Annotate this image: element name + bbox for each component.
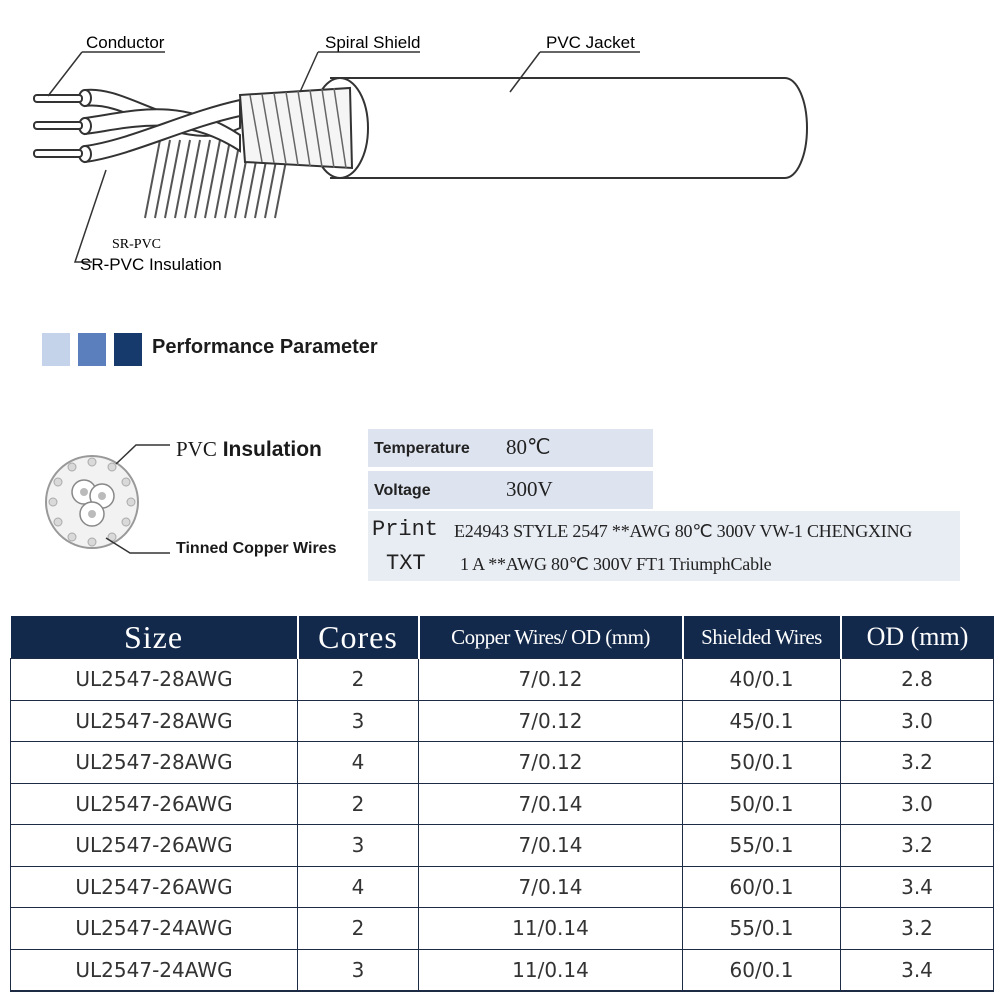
cell-od: 3.2 bbox=[841, 742, 994, 784]
cell-size: UL2547-26AWG bbox=[11, 825, 298, 867]
cell-copper-wires: 7/0.12 bbox=[419, 659, 683, 701]
cell-size: UL2547-28AWG bbox=[11, 700, 298, 742]
cell-shielded-wires: 55/0.1 bbox=[683, 825, 841, 867]
label-sr-pvc-insulation: SR-PVC Insulation bbox=[80, 255, 222, 274]
label-spiral-shield: Spiral Shield bbox=[325, 33, 421, 52]
cell-copper-wires: 11/0.14 bbox=[419, 949, 683, 991]
spiral-shield bbox=[240, 88, 352, 168]
param-row-voltage bbox=[368, 471, 653, 509]
cell-od: 3.0 bbox=[841, 700, 994, 742]
column-header-od: OD (mm) bbox=[841, 616, 994, 659]
cell-copper-wires: 7/0.14 bbox=[419, 866, 683, 908]
print-marking-box bbox=[368, 511, 960, 581]
cell-cores: 3 bbox=[298, 825, 419, 867]
header-swatch-mid bbox=[78, 333, 106, 366]
column-header-size: Size bbox=[11, 616, 298, 659]
cell-copper-wires: 7/0.14 bbox=[419, 825, 683, 867]
cell-shielded-wires: 40/0.1 bbox=[683, 659, 841, 701]
cell-size: UL2547-24AWG bbox=[11, 949, 298, 991]
table-row bbox=[11, 742, 994, 784]
cell-cores: 4 bbox=[298, 866, 419, 908]
section-title: Performance Parameter bbox=[152, 336, 378, 358]
param-row-temperature bbox=[368, 429, 653, 467]
table-row bbox=[11, 949, 994, 991]
label-sr-pvc-small: SR-PVC bbox=[112, 237, 162, 252]
cell-cores: 2 bbox=[298, 659, 419, 701]
table-row bbox=[11, 783, 994, 825]
cell-shielded-wires: 60/0.1 bbox=[683, 949, 841, 991]
table-row bbox=[11, 659, 994, 701]
column-header-cores: Cores bbox=[298, 616, 419, 659]
cell-copper-wires: 7/0.12 bbox=[419, 700, 683, 742]
cell-copper-wires: 11/0.14 bbox=[419, 908, 683, 950]
label-insulation-word: Insulation bbox=[222, 438, 322, 461]
column-header-copper-wires: Copper Wires/ OD (mm) bbox=[419, 616, 683, 659]
header-swatch-light bbox=[42, 333, 70, 366]
cell-size: UL2547-26AWG bbox=[11, 866, 298, 908]
txt-key: TXT bbox=[386, 551, 426, 576]
print-key: Print bbox=[372, 517, 439, 542]
cell-od: 3.0 bbox=[841, 783, 994, 825]
cell-shielded-wires: 50/0.1 bbox=[683, 783, 841, 825]
table-row bbox=[11, 866, 994, 908]
cell-cores: 2 bbox=[298, 908, 419, 950]
conductors bbox=[34, 95, 82, 157]
cell-cores: 3 bbox=[298, 700, 419, 742]
param-label-voltage: Voltage bbox=[374, 482, 431, 499]
label-pvc-word: PVC bbox=[176, 437, 217, 461]
insulated-cores bbox=[79, 90, 240, 162]
cell-cores: 2 bbox=[298, 783, 419, 825]
cell-size: UL2547-28AWG bbox=[11, 659, 298, 701]
cell-size: UL2547-24AWG bbox=[11, 908, 298, 950]
param-value-temperature: 80℃ bbox=[506, 435, 551, 459]
spec-table bbox=[10, 616, 994, 992]
cell-shielded-wires: 50/0.1 bbox=[683, 742, 841, 784]
cell-shielded-wires: 55/0.1 bbox=[683, 908, 841, 950]
table-header-row bbox=[11, 616, 994, 659]
label-pvc-jacket: PVC Jacket bbox=[546, 33, 635, 52]
cell-od: 3.4 bbox=[841, 866, 994, 908]
cell-shielded-wires: 45/0.1 bbox=[683, 700, 841, 742]
cell-copper-wires: 7/0.14 bbox=[419, 783, 683, 825]
header-swatch-dark bbox=[114, 333, 142, 366]
table-row bbox=[11, 825, 994, 867]
cell-size: UL2547-28AWG bbox=[11, 742, 298, 784]
cell-od: 3.2 bbox=[841, 908, 994, 950]
param-label-temperature: Temperature bbox=[374, 440, 470, 457]
param-value-voltage: 300V bbox=[506, 477, 553, 501]
pvc-jacket bbox=[312, 78, 807, 178]
label-pvc-insulation bbox=[176, 437, 322, 462]
cell-od: 2.8 bbox=[841, 659, 994, 701]
label-tinned-copper-wires: Tinned Copper Wires bbox=[176, 540, 337, 557]
label-conductor: Conductor bbox=[86, 33, 165, 52]
cell-shielded-wires: 60/0.1 bbox=[683, 866, 841, 908]
cell-cores: 3 bbox=[298, 949, 419, 991]
cell-cores: 4 bbox=[298, 742, 419, 784]
table-row bbox=[11, 700, 994, 742]
column-header-shielded-wires: Shielded Wires bbox=[683, 616, 841, 659]
cell-od: 3.4 bbox=[841, 949, 994, 991]
cell-size: UL2547-26AWG bbox=[11, 783, 298, 825]
cell-od: 3.2 bbox=[841, 825, 994, 867]
cell-copper-wires: 7/0.12 bbox=[419, 742, 683, 784]
cable-cross-section bbox=[40, 420, 170, 570]
print-value: E24943 STYLE 2547 **AWG 80℃ 300V VW-1 CHENGXING bbox=[454, 521, 913, 541]
table-row bbox=[11, 908, 994, 950]
txt-value: 1 A **AWG 80℃ 300V FT1 TriumphCable bbox=[460, 554, 772, 574]
cable-structure-diagram bbox=[0, 0, 1000, 290]
